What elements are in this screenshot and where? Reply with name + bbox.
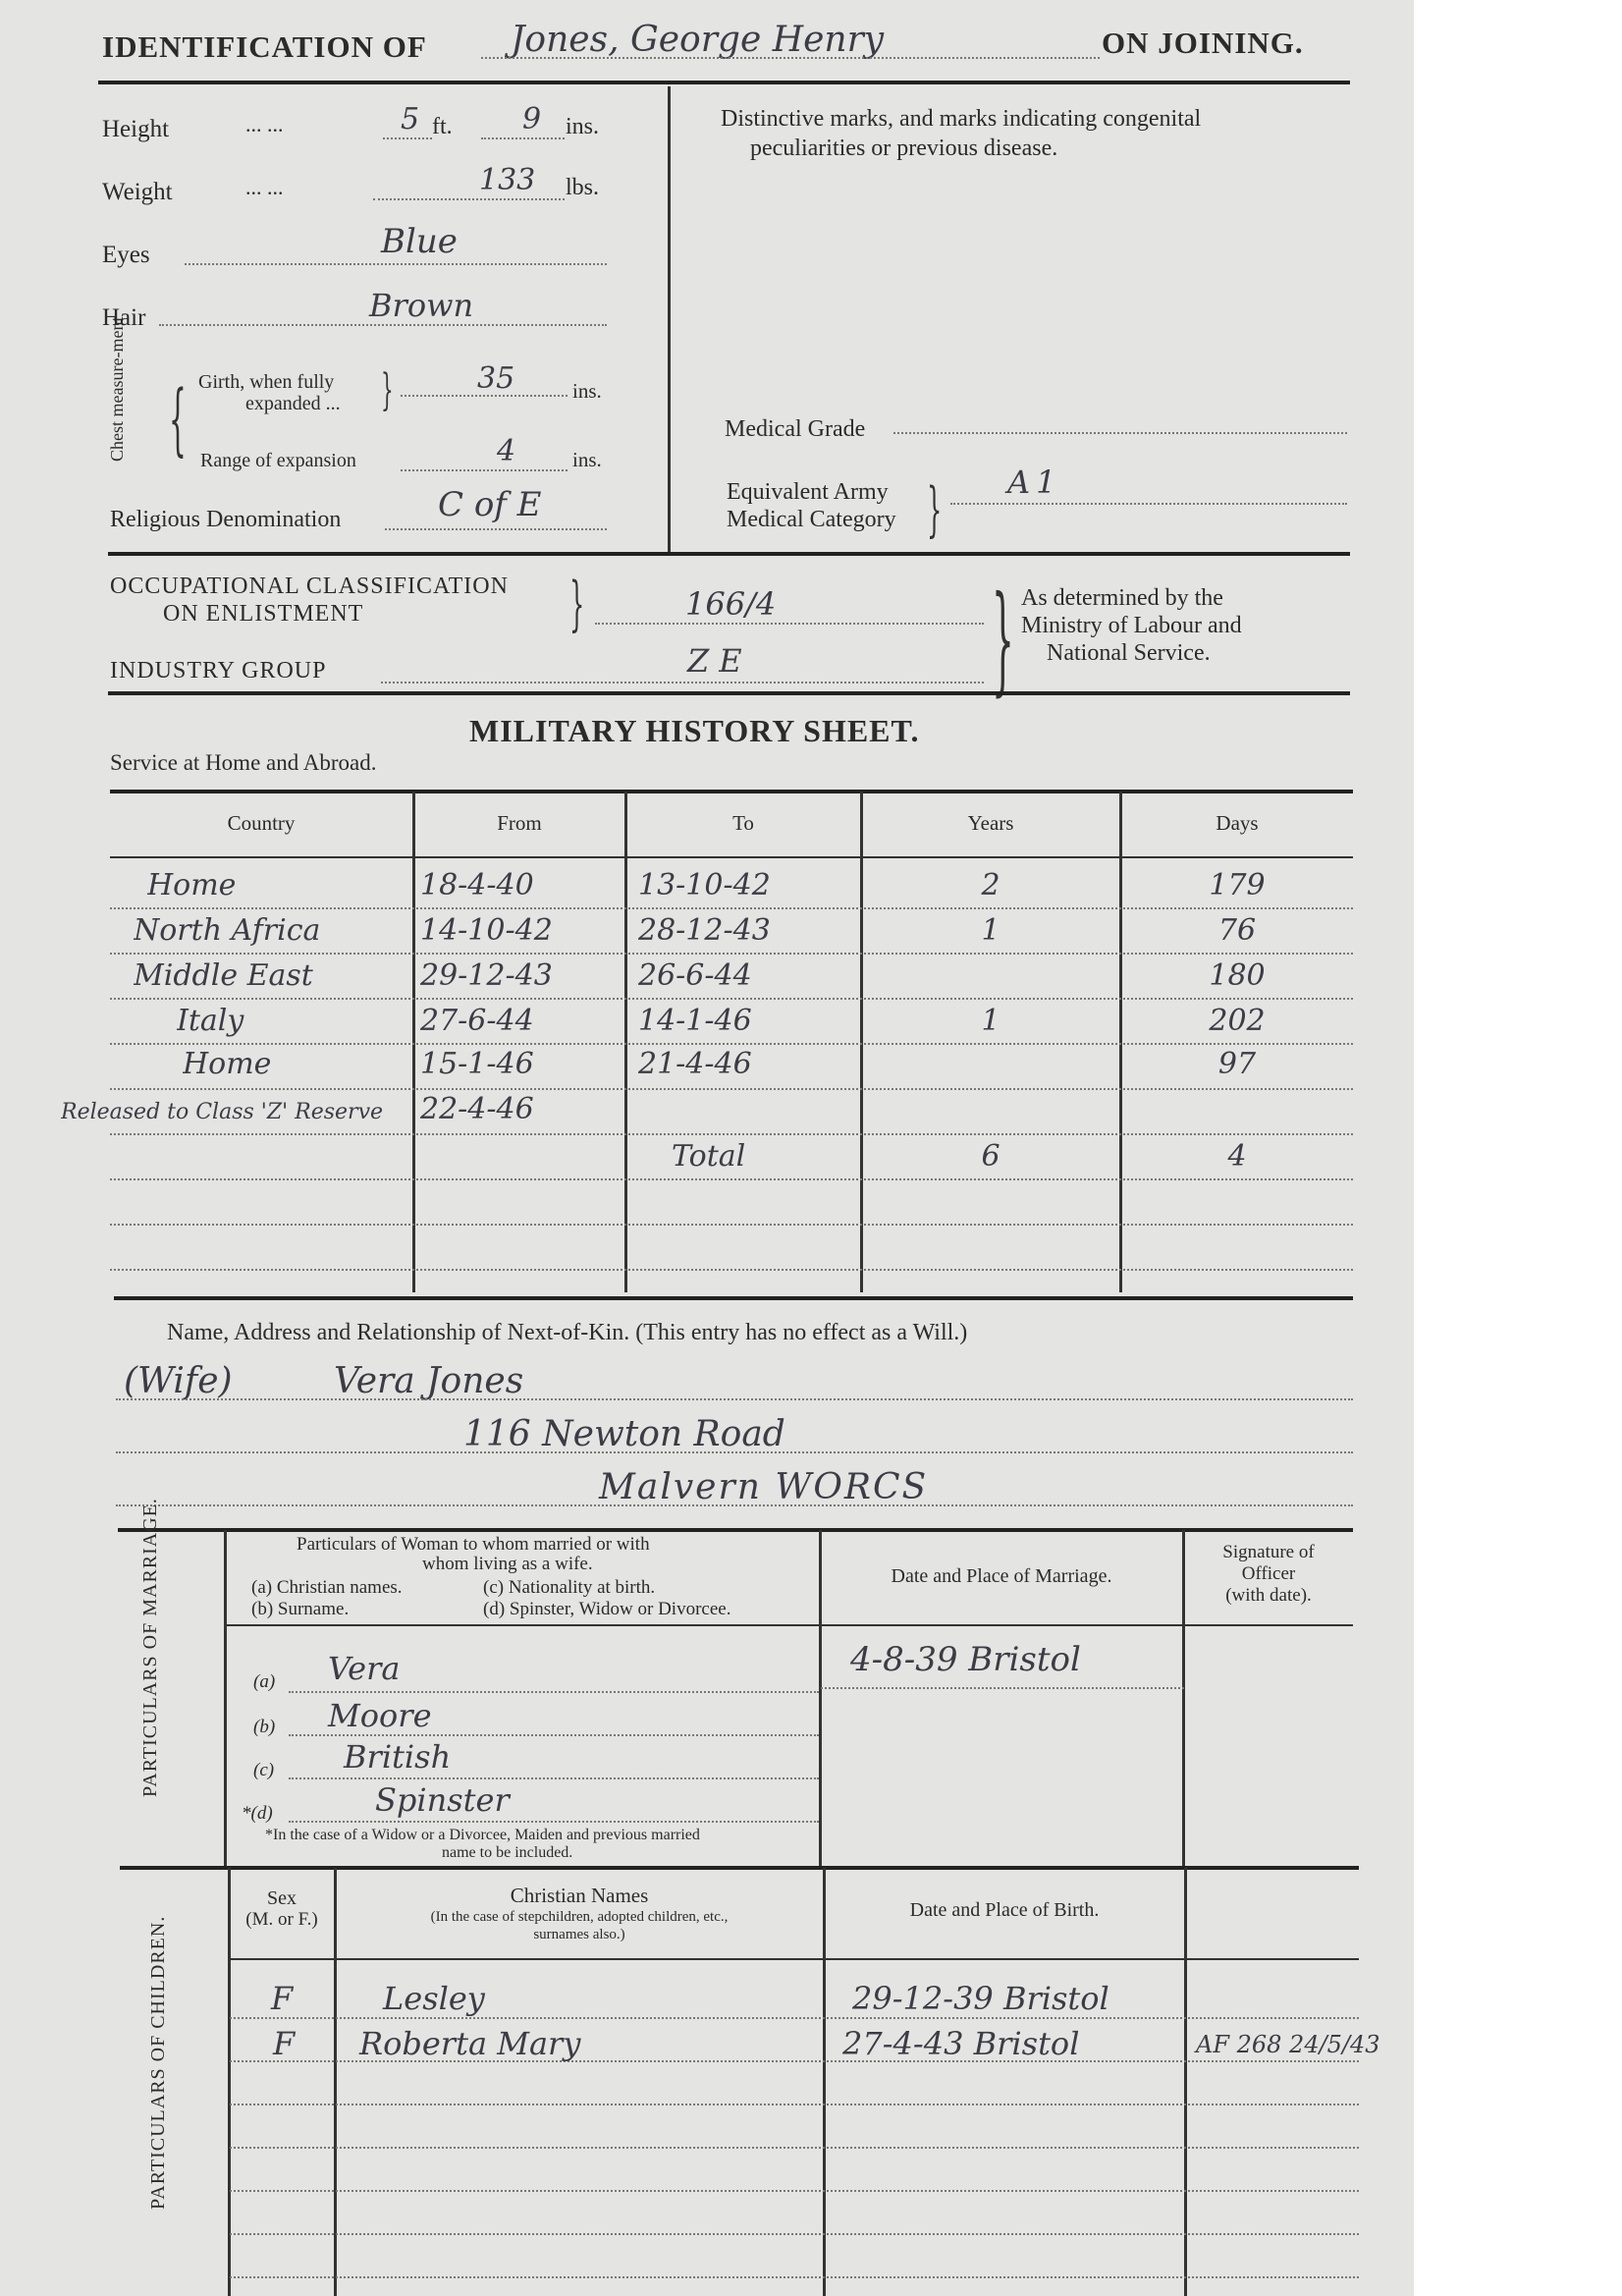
feet-unit: ft. <box>432 114 453 139</box>
marriage-header-d: (d) Spinster, Widow or Divorcee. <box>483 1599 731 1619</box>
range-unit: ins. <box>572 448 602 471</box>
ministry-brace: } <box>992 572 1014 708</box>
army-category-brace: } <box>927 475 943 544</box>
scan-margin <box>1414 0 1622 2296</box>
military-cell-to: 21-4-46 <box>638 1047 752 1081</box>
military-ruled-line <box>110 1043 1353 1045</box>
height-leader: ... ... <box>245 112 284 137</box>
military-cell-days: 180 <box>1209 958 1266 993</box>
children-birth-header: Date and Place of Birth. <box>909 1899 1100 1921</box>
marriage-nationality: British <box>344 1738 452 1776</box>
military-cell-to: 28-12-43 <box>638 913 771 948</box>
military-cell-country: Home <box>183 1047 272 1081</box>
marriage-signature-header-3: (with date). <box>1225 1585 1312 1606</box>
military-col-divider-2 <box>624 792 627 1292</box>
marriage-header-rule <box>226 1624 1353 1626</box>
hair-value: Brown <box>369 287 474 324</box>
military-title: MILITARY HISTORY SHEET. <box>469 713 920 748</box>
occupation-label-line1: OCCUPATIONAL CLASSIFICATION <box>110 574 509 599</box>
girth-unit: ins. <box>572 379 602 403</box>
industry-value: ZE <box>687 642 752 680</box>
military-ruled-line <box>110 1224 1353 1226</box>
child-1-birth: 29-12-39 Bristol <box>852 1980 1109 2017</box>
kin-label: Name, Address and Relationship of Next-of-Kin. (This entry has no effect as a Will.) <box>167 1320 968 1345</box>
girth-value: 35 <box>477 361 515 396</box>
marriage-header-b: (b) Surname. <box>251 1599 350 1619</box>
military-cell-country: North Africa <box>134 913 321 948</box>
child-2-birth: 27-4-43 Bristol <box>842 2025 1080 2062</box>
weight-unit: lbs. <box>566 175 600 200</box>
military-cell-years: 1 <box>981 913 1000 948</box>
children-ruled-line <box>230 2017 1359 2019</box>
marriage-row-b-line <box>289 1734 819 1736</box>
occupation-value: 166/4 <box>685 585 777 623</box>
marriage-side-divider <box>224 1530 227 1866</box>
marriage-row-d-mark: *(d) <box>242 1803 273 1824</box>
kin-line-3 <box>116 1504 1353 1506</box>
army-category-dots <box>950 503 1347 505</box>
industry-dots <box>381 682 984 683</box>
military-cell-to: Total <box>672 1139 746 1174</box>
children-names-header-3: surnames also.) <box>533 1927 625 1942</box>
army-category-label-line1: Equivalent Army <box>727 479 889 505</box>
military-table-top-rule <box>110 790 1353 793</box>
children-ruled-line <box>230 2147 1359 2149</box>
religion-value: C of E <box>438 485 542 524</box>
military-cell-days: 76 <box>1217 913 1257 948</box>
girth-brace: } <box>381 365 394 415</box>
marriage-header-line1: Particulars of Woman to whom married or with <box>297 1534 650 1555</box>
marriage-footnote-line1: *In the case of a Widow or a Divorcee, Maiden and previous married <box>265 1827 700 1843</box>
kin-relationship: (Wife) <box>124 1361 233 1401</box>
occupation-brace: } <box>569 570 585 638</box>
hair-dots <box>159 324 607 326</box>
military-col-divider-3 <box>860 792 863 1292</box>
occupation-dots <box>595 623 984 625</box>
military-header-rule <box>110 856 1353 858</box>
marriage-signature-header-1: Signature of <box>1222 1542 1315 1562</box>
military-cell-country: Released to Class 'Z' Reserve <box>61 1100 384 1124</box>
army-category-value: A1 <box>1007 464 1062 501</box>
military-header-days: Days <box>1216 811 1259 835</box>
range-value: 4 <box>497 434 516 468</box>
military-header-country: Country <box>227 811 296 835</box>
religion-dots <box>385 528 607 530</box>
military-bottom-rule <box>114 1296 1353 1300</box>
children-header-rule <box>230 1958 1359 1960</box>
physical-divider <box>668 86 671 553</box>
chest-brace: { <box>169 373 187 465</box>
kin-line-1 <box>116 1398 1353 1400</box>
kin-name: Vera Jones <box>334 1361 524 1401</box>
children-col-divider-3 <box>1184 1868 1187 2296</box>
height-ft-dots <box>383 137 432 139</box>
eyes-value: Blue <box>381 222 458 261</box>
military-header-from: From <box>497 811 542 835</box>
military-cell-years: 2 <box>981 868 1000 902</box>
soldier-name: Jones, George Henry <box>511 20 885 60</box>
marriage-row-b-mark: (b) <box>253 1717 276 1737</box>
children-ruled-line <box>230 2190 1359 2192</box>
military-cell-from: 18-4-40 <box>420 868 534 902</box>
child-2-signature: AF 268 24/5/43 <box>1196 2031 1380 2058</box>
military-cell-days: 202 <box>1209 1004 1266 1038</box>
medical-grade-label: Medical Grade <box>725 416 866 442</box>
children-sex-header-2: (M. or F.) <box>245 1909 318 1930</box>
marriage-date-place-header: Date and Place of Marriage. <box>891 1565 1112 1587</box>
military-col-divider-4 <box>1119 792 1122 1292</box>
child-2-name: Roberta Mary <box>359 2025 581 2062</box>
range-dots <box>401 469 568 471</box>
military-header-to: To <box>732 811 754 835</box>
children-side-divider <box>228 1868 231 2296</box>
marriage-date-line <box>821 1687 1184 1689</box>
medical-grade-dots <box>893 432 1347 434</box>
military-cell-days: 4 <box>1227 1139 1247 1174</box>
child-2-sex: F <box>273 2025 296 2062</box>
weight-leader: ... ... <box>245 175 284 199</box>
military-header-years: Years <box>967 811 1014 835</box>
child-1-sex: F <box>271 1980 294 2017</box>
height-inches-value: 9 <box>522 102 542 137</box>
military-ruled-line <box>110 1178 1353 1180</box>
marriage-footnote-line2: name to be included. <box>442 1844 573 1861</box>
marks-label-line1: Distinctive marks, and marks indicating congenital <box>721 106 1202 132</box>
header-prefix: IDENTIFICATION OF <box>102 29 427 64</box>
ministry-note-line3: National Service. <box>1047 640 1211 666</box>
children-ruled-line <box>230 2104 1359 2105</box>
army-category-label-line2: Medical Category <box>727 507 896 532</box>
range-label: Range of expansion <box>200 450 356 471</box>
military-cell-days: 97 <box>1217 1047 1257 1081</box>
eyes-dots <box>185 263 607 265</box>
marriage-status: Spinster <box>375 1781 510 1819</box>
inches-unit: ins. <box>566 114 600 139</box>
military-cell-to: 14-1-46 <box>638 1004 752 1038</box>
height-feet-value: 5 <box>401 102 420 137</box>
marriage-side-label: PARTICULARS OF MARRIAGE. <box>139 1498 161 1797</box>
marriage-signature-header-2: Officer <box>1241 1563 1296 1584</box>
marriage-row-c-line <box>289 1777 819 1779</box>
military-cell-country: Middle East <box>134 958 313 993</box>
marriage-bottom-rule <box>120 1866 1359 1870</box>
industry-label: INDUSTRY GROUP <box>110 658 327 683</box>
military-ruled-line <box>110 998 1353 1000</box>
military-cell-country: Italy <box>177 1004 244 1038</box>
occupation-label-line2: ON ENLISTMENT <box>163 601 364 627</box>
military-subtitle: Service at Home and Abroad. <box>110 750 377 775</box>
ministry-note-line2: Ministry of Labour and <box>1021 613 1242 638</box>
marriage-header-c: (c) Nationality at birth. <box>483 1577 656 1598</box>
kin-line-2 <box>116 1451 1353 1453</box>
marriage-christian-names: Vera <box>328 1650 401 1687</box>
military-cell-years: 6 <box>981 1139 1000 1174</box>
children-side-label: PARTICULARS OF CHILDREN. <box>147 1915 169 2210</box>
military-cell-country: Home <box>147 868 237 902</box>
marriage-row-a-line <box>289 1691 819 1693</box>
military-cell-days: 179 <box>1209 868 1266 902</box>
marriage-date-place-value: 4-8-39 Bristol <box>850 1640 1081 1679</box>
marriage-header-a: (a) Christian names. <box>251 1577 403 1598</box>
children-col-divider-2 <box>823 1868 826 2296</box>
header-suffix: ON JOINING. <box>1102 26 1304 60</box>
hair-label: Hair <box>102 304 146 331</box>
military-ruled-line <box>110 1088 1353 1090</box>
kin-bottom-rule <box>118 1528 1353 1532</box>
occupation-bottom-rule <box>108 691 1350 695</box>
marriage-row-a-mark: (a) <box>253 1671 276 1692</box>
children-names-header-2: (In the case of stepchildren, adopted children, etc., <box>430 1909 729 1925</box>
ministry-note-line1: As determined by the <box>1021 585 1223 611</box>
weight-value: 133 <box>479 163 536 197</box>
children-ruled-line <box>230 2233 1359 2235</box>
military-cell-to: 26-6-44 <box>638 958 752 993</box>
kin-address-line2: Malvern WORCS <box>599 1467 929 1507</box>
military-cell-to: 13-10-42 <box>638 868 771 902</box>
military-cell-from: 29-12-43 <box>420 958 553 993</box>
military-ruled-line <box>110 953 1353 955</box>
children-sex-header-1: Sex <box>267 1887 297 1909</box>
weight-label: Weight <box>102 179 173 205</box>
eyes-label: Eyes <box>102 242 150 268</box>
child-1-name: Lesley <box>383 1980 485 2017</box>
military-cell-from: 15-1-46 <box>420 1047 534 1081</box>
military-ruled-line <box>110 1269 1353 1271</box>
marks-label-line2: peculiarities or previous disease. <box>750 136 1058 161</box>
military-col-divider-1 <box>412 792 415 1292</box>
height-label: Height <box>102 116 170 142</box>
children-names-header-1: Christian Names <box>510 1884 649 1907</box>
military-cell-from: 14-10-42 <box>420 913 553 948</box>
children-ruled-line <box>230 2276 1359 2278</box>
marriage-row-d-line <box>289 1821 819 1823</box>
military-cell-from: 27-6-44 <box>420 1004 534 1038</box>
religion-label: Religious Denomination <box>110 507 342 532</box>
weight-dots <box>373 198 565 200</box>
military-ruled-line <box>110 1133 1353 1135</box>
military-ruled-line <box>110 907 1353 909</box>
girth-dots <box>401 395 568 397</box>
marriage-surname: Moore <box>328 1697 432 1734</box>
military-cell-years: 1 <box>981 1004 1000 1038</box>
marriage-row-c-mark: (c) <box>253 1760 275 1780</box>
girth-label-line1: Girth, when fully <box>198 371 335 393</box>
name-dotted-line <box>481 57 1100 59</box>
height-in-dots <box>481 137 565 139</box>
physical-bottom-rule <box>108 552 1350 556</box>
military-cell-from: 22-4-46 <box>420 1092 534 1126</box>
chest-label: Chest measure-ment <box>107 316 127 462</box>
kin-address-line1: 116 Newton Road <box>463 1414 785 1454</box>
girth-label-line2: expanded ... <box>245 393 341 414</box>
marriage-header-line2: whom living as a wife. <box>422 1554 593 1574</box>
header-rule <box>98 81 1350 84</box>
